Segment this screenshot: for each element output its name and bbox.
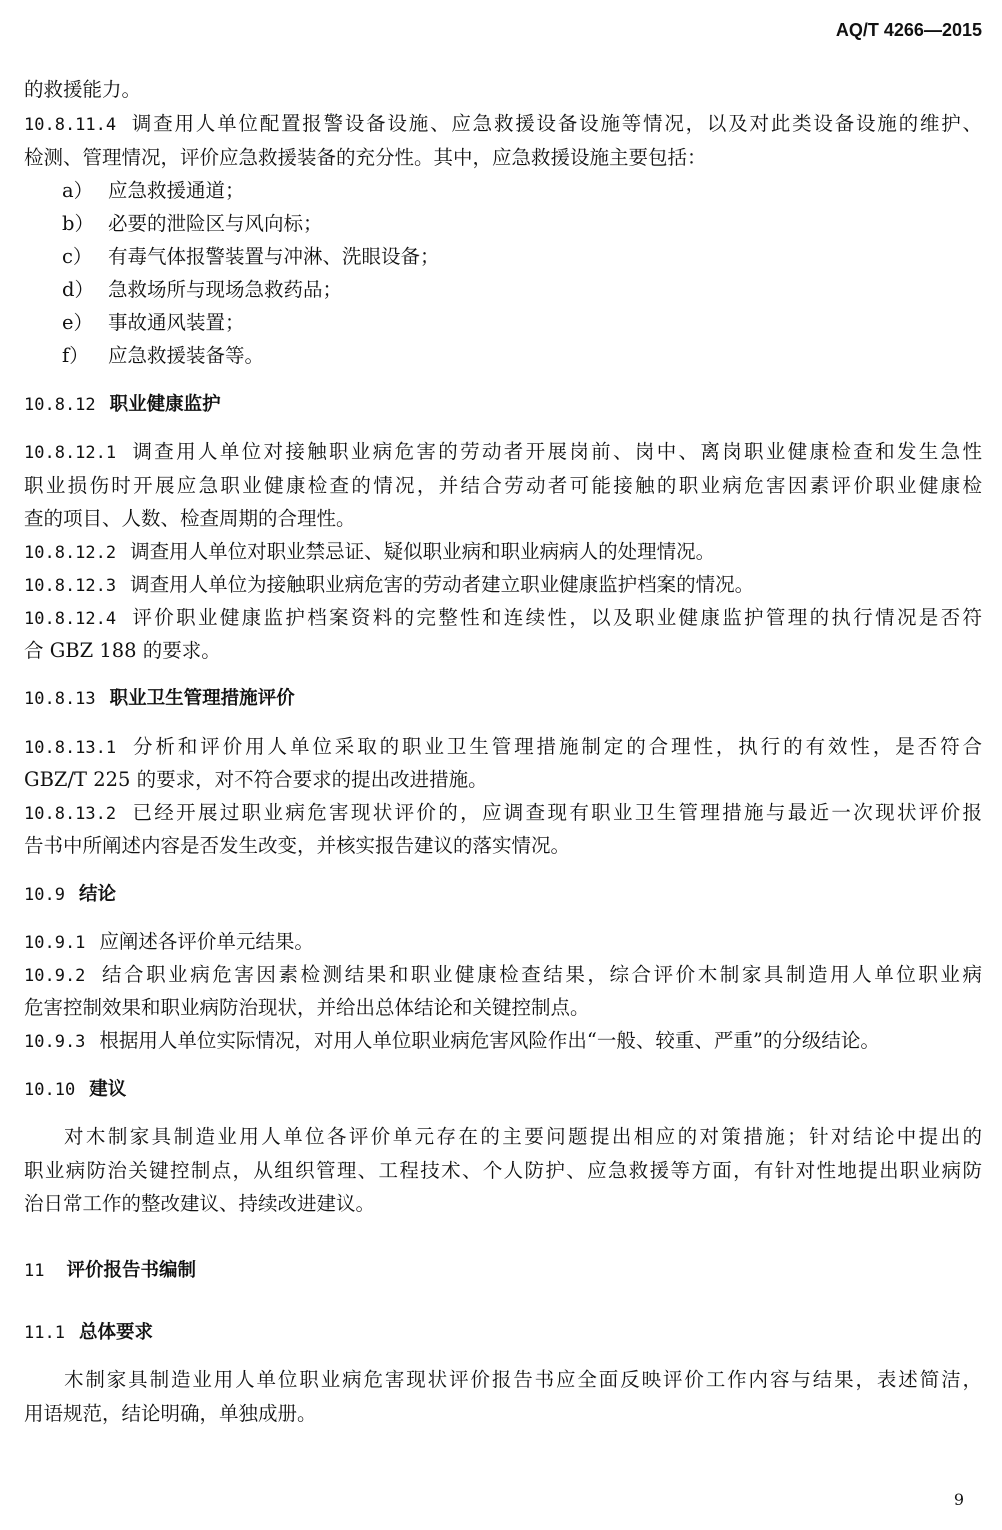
section-heading bbox=[24, 684, 982, 713]
list-text: 必要的泄险区与风向标； bbox=[108, 212, 323, 235]
heading-title: 评价报告书编制 bbox=[66, 1259, 196, 1280]
list-marker: a） bbox=[62, 179, 94, 202]
text-line: 对木制家具制造业用人单位各评价单元存在的主要问题提出相应的对策措施；针对结论中提出的 bbox=[64, 1125, 982, 1148]
text-line: 职业损伤时开展应急职业健康检查的情况，并结合劳动者可能接触的职业病危害因素评价职业健康检 bbox=[24, 474, 982, 497]
list-marker: b） bbox=[62, 212, 94, 235]
section-heading bbox=[24, 1075, 982, 1104]
clause-10-8-12-3 bbox=[24, 571, 982, 600]
list-text: 事故通风装置； bbox=[108, 311, 245, 334]
list-item bbox=[62, 276, 982, 304]
clause-text: 结合职业病危害因素检测结果和职业健康检查结果，综合评价木制家具制造用人单位职业病 bbox=[99, 963, 982, 986]
clause-text: 调查用人单位对职业禁忌证、疑似职业病和职业病病人的处理情况。 bbox=[130, 540, 716, 563]
list-marker: f） bbox=[62, 344, 89, 367]
text-line: 用语规范，结论明确，单独成册。 bbox=[24, 1402, 317, 1425]
section-heading bbox=[24, 880, 982, 909]
list-marker: e） bbox=[62, 311, 94, 334]
clause-text: 调查用人单位配置报警设备设施、应急救援设备设施等情况，以及对此类设备设施的维护、 bbox=[130, 112, 982, 135]
clause-10-8-13-1 bbox=[24, 733, 982, 762]
clause-10-8-12-2 bbox=[24, 538, 982, 567]
text-line: 告书中所阐述内容是否发生改变，并核实报告建议的落实情况。 bbox=[24, 834, 571, 857]
list-text: 急救场所与现场急救药品； bbox=[108, 278, 343, 301]
clause-number: 10.8.13.2 bbox=[24, 804, 117, 824]
section-heading bbox=[24, 390, 982, 419]
clause-10-9-3 bbox=[24, 1027, 982, 1056]
heading-title: 建议 bbox=[89, 1078, 127, 1099]
list-marker: c） bbox=[62, 245, 93, 268]
heading-number: 11.1 bbox=[24, 1323, 65, 1343]
section-heading bbox=[24, 1318, 982, 1347]
list-text: 有毒气体报警装置与冲淋、洗眼设备； bbox=[108, 245, 440, 268]
clause-text: 评价职业健康监护档案资料的完整性和连续性，以及职业健康监护管理的执行情况是否符 bbox=[130, 606, 982, 629]
clause-number: 10.8.11.4 bbox=[24, 115, 117, 135]
clause-text: 已经开展过职业病危害现状评价的，应调查现有职业卫生管理措施与最近一次现状评价报 bbox=[130, 801, 982, 824]
clause-number: 10.9.2 bbox=[24, 966, 86, 986]
text-line: 检测、管理情况，评价应急救援装备的充分性。其中，应急救援设施主要包括： bbox=[24, 146, 707, 169]
clause-text: 调查用人单位为接触职业病危害的劳动者建立职业健康监护档案的情况。 bbox=[130, 573, 755, 596]
heading-number: 11 bbox=[24, 1261, 45, 1281]
clause-text: 应阐述各评价单元结果。 bbox=[99, 930, 314, 953]
heading-title: 总体要求 bbox=[78, 1321, 153, 1342]
clause-number: 10.9.1 bbox=[24, 933, 86, 953]
heading-title: 结论 bbox=[78, 883, 116, 904]
text-line: 危害控制效果和职业病防治现状，并给出总体结论和关键控制点。 bbox=[24, 996, 590, 1019]
clause-number: 10.8.13.1 bbox=[24, 738, 117, 758]
text-line: 职业病防治关键控制点，从组织管理、工程技术、个人防护、应急救援等方面，有针对性地提出职业病防 bbox=[24, 1159, 982, 1182]
list-item bbox=[62, 210, 982, 238]
heading-title: 职业卫生管理措施评价 bbox=[109, 687, 295, 708]
heading-number: 10.9 bbox=[24, 885, 65, 905]
clause-number: 10.8.12.3 bbox=[24, 576, 117, 596]
clause-10-8-13-2 bbox=[24, 799, 982, 828]
clause-10-8-11-4 bbox=[24, 110, 982, 139]
clause-number: 10.8.12.4 bbox=[24, 609, 117, 629]
list-item bbox=[62, 243, 982, 271]
page-number: 9 bbox=[953, 1490, 964, 1509]
clause-text: 调查用人单位对接触职业病危害的劳动者开展岗前、岗中、离岗职业健康检查和发生急性 bbox=[130, 440, 982, 463]
clause-text: 分析和评价用人单位采取的职业卫生管理措施制定的合理性，执行的有效性，是否符合 bbox=[130, 735, 982, 758]
heading-title: 职业健康监护 bbox=[109, 393, 221, 414]
clause-number: 10.9.3 bbox=[24, 1032, 86, 1052]
text-line: 木制家具制造业用人单位职业病危害现状评价报告书应全面反映评价工作内容与结果，表述简洁， bbox=[64, 1368, 982, 1391]
clause-10-9-2 bbox=[24, 961, 982, 990]
text-line: 合 GBZ 188 的要求。 bbox=[24, 639, 221, 662]
clause-10-8-12-4 bbox=[24, 604, 982, 633]
heading-number: 10.10 bbox=[24, 1080, 76, 1100]
clause-text: 根据用人单位实际情况，对用人单位职业病危害风险作出“一般、较重、严重”的分级结论。 bbox=[99, 1029, 880, 1052]
list-text: 应急救援通道； bbox=[108, 179, 245, 202]
text-line: GBZ/T 225 的要求，对不符合要求的提出改进措施。 bbox=[24, 768, 488, 791]
text-line: 的救援能力。 bbox=[24, 78, 142, 101]
clause-10-8-12-1 bbox=[24, 438, 982, 467]
standard-code-header: AQ/T 4266—2015 bbox=[835, 20, 982, 40]
list-item bbox=[62, 342, 982, 370]
clause-number: 10.8.12.1 bbox=[24, 443, 117, 463]
chapter-heading bbox=[24, 1256, 982, 1285]
list-text: 应急救援装备等。 bbox=[108, 344, 265, 367]
list-item bbox=[62, 309, 982, 337]
list-item bbox=[62, 177, 982, 205]
clause-number: 10.8.12.2 bbox=[24, 543, 117, 563]
heading-number: 10.8.13 bbox=[24, 689, 96, 709]
text-line: 查的项目、人数、检查周期的合理性。 bbox=[24, 507, 356, 530]
text-line: 治日常工作的整改建议、持续改进建议。 bbox=[24, 1192, 376, 1215]
list-marker: d） bbox=[62, 278, 94, 301]
clause-10-9-1 bbox=[24, 928, 982, 957]
heading-number: 10.8.12 bbox=[24, 395, 96, 415]
